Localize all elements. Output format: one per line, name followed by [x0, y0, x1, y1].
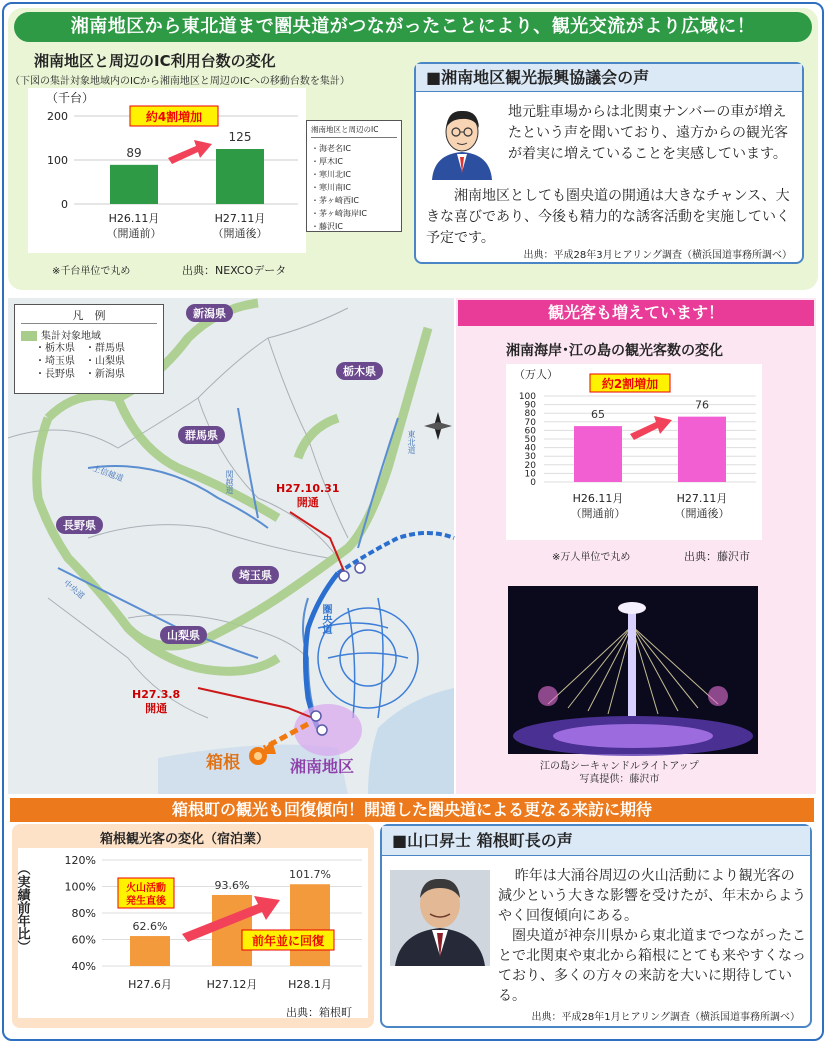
tourism-chart-title: 湘南海岸･江の島の観光客数の変化	[506, 343, 723, 359]
bar	[110, 165, 158, 204]
photo-caption-title: 江の島シーキャンドルライトアップ	[540, 761, 699, 772]
y-axis-label: （万人）	[514, 368, 558, 381]
ic-chart	[28, 88, 306, 253]
road-label-kenodo: 圏央道	[320, 604, 331, 634]
hakone-chart	[14, 848, 368, 1018]
shonan-label: 湘南地区	[290, 757, 355, 776]
y-tick-label: 80	[524, 409, 536, 420]
ic-legend-item: ・寒川南IC	[311, 183, 351, 192]
bar	[290, 884, 330, 966]
map-legend-prefs-line: ・長野県 ・新潟県	[35, 369, 125, 380]
map-legend-prefs	[21, 342, 157, 381]
annotation-text: 前年並に回復	[251, 934, 325, 948]
road-label: 東北道	[407, 430, 416, 454]
hakone-chart-title: 箱根観光客の変化（宿泊業）	[100, 832, 270, 847]
data-label: 93.6%	[214, 878, 250, 892]
council-voice-heading: ■湘南地区観光振興協議会の声	[416, 64, 802, 92]
x-tick-label: H26.11月	[572, 492, 624, 505]
ic-legend	[306, 120, 402, 232]
road-label: 中央道	[61, 578, 87, 601]
open-label-1	[276, 482, 340, 510]
annotation-text: 約4割増加	[145, 110, 203, 124]
x-tick-label: （開通前）	[570, 507, 626, 520]
mayor-voice-source: 出典：平成28年1月ヒアリング調査（横浜国道事務所調べ）	[531, 1012, 800, 1023]
area-swatch	[21, 331, 37, 341]
x-tick-label: （開通前）	[106, 227, 162, 240]
map-legend	[14, 304, 164, 394]
x-tick-label: （開通後）	[212, 227, 268, 240]
x-tick-label: H27.12月	[206, 978, 258, 991]
y-tick-label: 0	[61, 198, 68, 211]
y-tick-label: 80%	[71, 907, 96, 920]
open-label-2	[132, 688, 180, 716]
bar	[678, 417, 726, 482]
x-tick-label: H27.11月	[676, 492, 728, 505]
increase-arrow	[630, 416, 672, 440]
bottom-banner: 箱根町の観光も回復傾向！開通した圏央道による更なる来訪に期待	[10, 798, 814, 822]
ic-legend-item: ・藤沢IC	[311, 222, 343, 231]
y-tick-label: 40%	[71, 960, 96, 973]
ic-legend-item: ・厚木IC	[311, 157, 343, 166]
bar	[574, 426, 622, 482]
x-tick-label: H27.11月	[214, 212, 266, 225]
map-legend-prefs-line: ・栃木県 ・群馬県	[35, 343, 125, 354]
pref-niigata: 新潟県	[186, 304, 233, 322]
road-label: 関越道	[225, 470, 234, 494]
enoshima-photo	[508, 586, 758, 754]
y-tick-label: 200	[47, 110, 68, 123]
y-axis-label: （千台）	[46, 91, 95, 105]
map-legend-area-label: 集計対象地域	[41, 331, 101, 342]
y-tick-label: 70	[524, 417, 536, 428]
x-tick-label: （開通後）	[674, 507, 730, 520]
top-banner: 湘南地区から東北道まで圏央道がつながったことにより、観光交流がより広域に！	[14, 12, 812, 42]
annotation-text: 約2割増加	[601, 377, 659, 391]
x-tick-label: H28.1月	[288, 978, 332, 991]
tourism-source: 出典：藤沢市	[684, 550, 750, 563]
ic-legend-title: 湘南地区と周辺のIC	[311, 124, 397, 138]
photo-caption-credit: 写真提供：藤沢市	[579, 774, 660, 785]
data-label: 101.7%	[289, 868, 331, 882]
map-legend-prefs-line: ・埼玉県 ・山梨県	[35, 356, 125, 367]
y-tick-label: 40	[524, 443, 536, 454]
ic-source: 出典：NEXCOデータ	[182, 264, 287, 277]
y-tick-label: 30	[524, 452, 536, 463]
mayor-voice-text2: 圏央道が神奈川県から東北道までつながったことで北関東や東北から箱根にとても来やすくなっており、多くの方々の来訪を大いに期待している。	[498, 928, 806, 1004]
mayor-voice-heading: ■山口昇士 箱根町長の声	[382, 826, 810, 856]
y-tick-label: 100	[518, 392, 536, 402]
open-label-text: 開通	[145, 702, 168, 715]
person-illustration-icon	[424, 102, 500, 180]
y-tick-label: 120%	[64, 854, 96, 867]
map-legend-header: 凡 例	[21, 307, 157, 324]
pref-nagano: 長野県	[56, 516, 103, 534]
hakone-label: 箱根	[206, 753, 240, 773]
y-tick-label: 10	[524, 469, 536, 480]
y-tick-label: 20	[524, 460, 536, 471]
y-tick-label: 60	[524, 426, 536, 437]
x-tick-label: H27.6月	[128, 978, 172, 991]
ic-legend-item: ・茅ヶ崎西IC	[311, 196, 359, 205]
y-tick-label: 100	[47, 154, 68, 167]
annotation-text: 発生直後	[126, 896, 166, 907]
tourism-note: ※万人単位で丸め	[552, 552, 631, 563]
map-legend-area	[21, 327, 157, 342]
tourism-chart-svg	[506, 364, 762, 540]
council-voice-source: 出典：平成28年3月ヒアリング調査（横浜国道事務所調べ）	[523, 250, 792, 261]
y-tick-label: 60%	[71, 933, 96, 947]
tourism-banner: 観光客も増えています！	[458, 300, 814, 326]
open-label-date: H27.10.31	[276, 482, 340, 495]
bar	[130, 936, 170, 966]
y-tick-label: 100%	[64, 880, 96, 894]
ic-legend-item: ・寒川北IC	[311, 170, 351, 179]
ic-chart-svg	[28, 88, 306, 253]
tourism-chart	[506, 364, 762, 540]
ic-legend-item: ・海老名IC	[311, 144, 351, 153]
data-label: 76	[695, 398, 709, 412]
pref-saitama: 埼玉県	[232, 566, 279, 584]
mayor-photo	[390, 870, 490, 966]
mayor-voice-box	[380, 824, 812, 1028]
council-voice-text2: 湘南地区としても圏央道の開通は大きなチャンス、大きな喜びであり、今後も精力的な誘客活動を実施していく予定です。	[426, 188, 790, 246]
hakone-chart-svg	[14, 848, 368, 1018]
pref-tochigi: 栃木県	[336, 362, 383, 380]
mayor-voice-text: 昨年は大涌谷周辺の火山活動により観光客の減少という大きな影響を受けたが、年末からようやく回復傾向にある。	[498, 868, 806, 924]
data-label: 89	[126, 145, 142, 160]
ic-chart-subtitle: （下図の集計対象地域内のICから湘南地区と周辺のICへの移動台数を集計）	[10, 76, 350, 87]
photo-caption	[540, 760, 699, 786]
pref-gunma: 群馬県	[178, 426, 225, 444]
council-voice-text: 地元駐車場からは北関東ナンバーの車が増えたという声を聞いており、遠方からの観光客が着実に増えていることを実感しています。	[508, 104, 788, 162]
road-label: 上信越道	[91, 463, 125, 484]
data-label: 125	[228, 130, 252, 144]
pref-yamanashi: 山梨県	[160, 626, 207, 644]
ic-legend-item: ・茅ヶ崎海岸IC	[311, 209, 367, 218]
y-tick-label: 90	[524, 400, 536, 411]
annotation-text: 火山活動	[126, 883, 166, 894]
x-tick-label: H26.11月	[108, 212, 160, 225]
bar	[216, 149, 264, 204]
y-tick-label: 0	[530, 478, 536, 488]
council-voice-box	[414, 62, 804, 264]
open-label-date: H27.3.8	[132, 688, 181, 701]
y-tick-label: 50	[524, 435, 536, 445]
y-axis-label: （実績前年比）	[14, 862, 30, 953]
ic-chart-title: 湘南地区と周辺のIC利用台数の変化	[34, 52, 276, 70]
hakone-source: 出典：箱根町	[286, 1006, 352, 1019]
ic-note: ※千台単位で丸め	[52, 266, 131, 277]
data-label: 65	[591, 408, 605, 422]
open-label-text: 開通	[296, 496, 319, 509]
data-label: 62.6%	[132, 920, 168, 934]
